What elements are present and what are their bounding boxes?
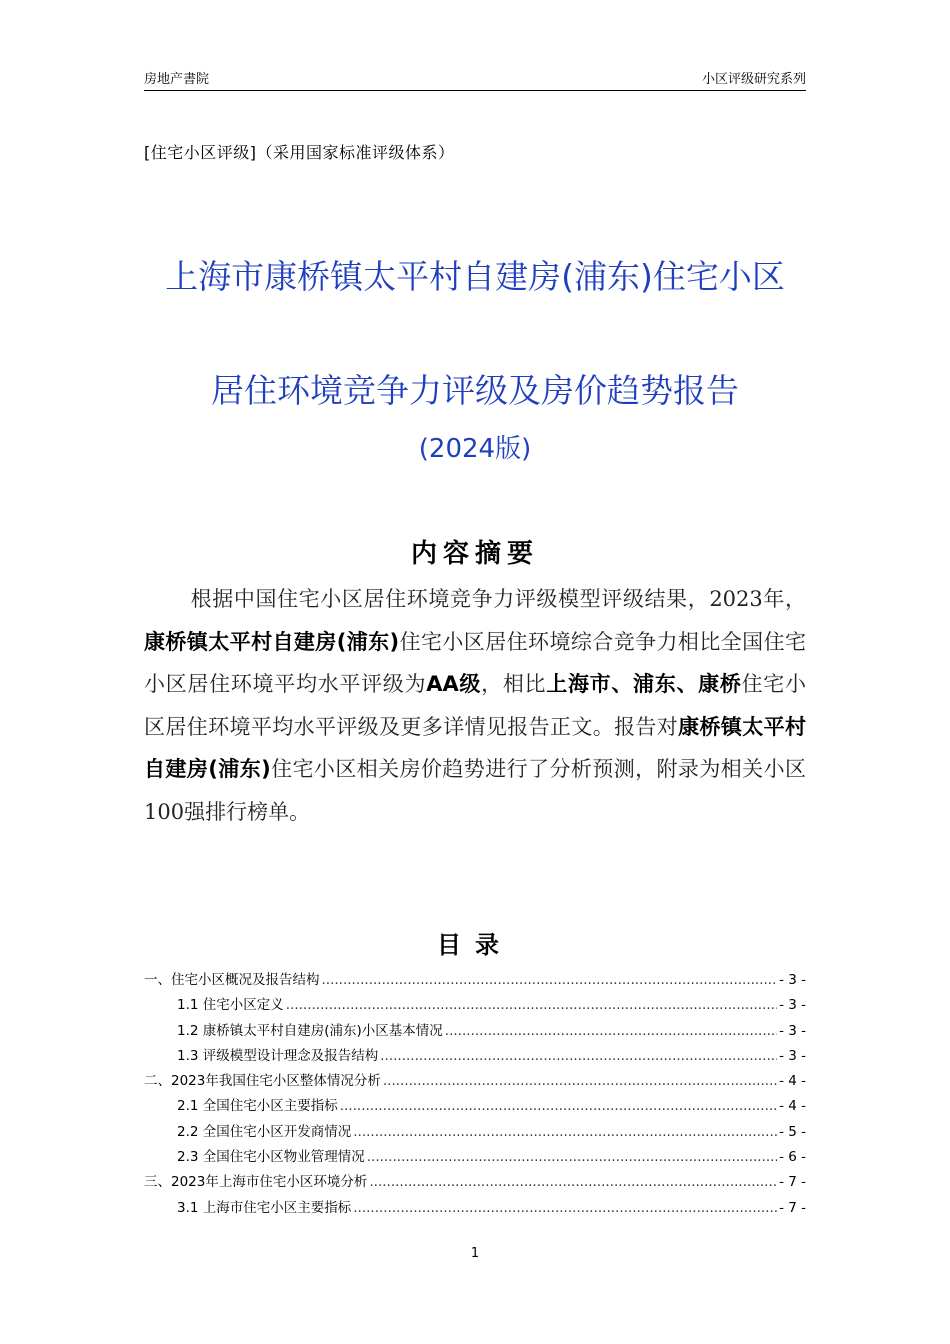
abstract-text-1: 根据中国住宅小区居住环境竞争力评级模型评级结果，2023年， bbox=[190, 587, 806, 611]
toc-item[interactable] bbox=[144, 1170, 806, 1195]
toc-item-page: - 7 - bbox=[779, 1174, 806, 1191]
toc-item-page: - 3 - bbox=[779, 1022, 806, 1039]
toc-item-page: - 4 - bbox=[779, 1073, 806, 1090]
toc-item[interactable] bbox=[144, 1145, 806, 1170]
toc-item[interactable] bbox=[144, 1019, 806, 1044]
toc-item[interactable] bbox=[144, 1069, 806, 1094]
toc-heading: 目录 bbox=[437, 931, 513, 959]
abstract-text-5: 住宅小区相关房价趋势进行了分析预测，附录为相关小区100强排行榜单。 bbox=[144, 757, 806, 824]
toc-leader bbox=[380, 1048, 777, 1064]
report-title-edition: (2024版) bbox=[418, 434, 532, 464]
toc-leader bbox=[369, 1174, 777, 1190]
header-series: 小区评级研究系列 bbox=[701, 72, 806, 87]
toc-item[interactable] bbox=[144, 993, 806, 1018]
toc-item-page: - 3 - bbox=[779, 1047, 806, 1064]
toc-item-label: 三、2023年上海市住宅小区环境分析 bbox=[144, 1174, 368, 1191]
toc-item-page: - 4 - bbox=[779, 1098, 806, 1115]
toc-leader bbox=[286, 997, 777, 1013]
toc-item-label: 3.1 上海市住宅小区主要指标 bbox=[177, 1199, 352, 1216]
page-header bbox=[144, 66, 806, 91]
toc-item-page: - 7 - bbox=[779, 1199, 806, 1216]
report-tag: [住宅小区评级]（采用国家标准评级体系） bbox=[144, 143, 455, 162]
table-of-contents bbox=[144, 968, 806, 1221]
toc-item-label: 2.1 全国住宅小区主要指标 bbox=[177, 1098, 338, 1115]
toc-leader bbox=[383, 1073, 777, 1089]
toc-leader bbox=[367, 1149, 777, 1165]
toc-item-label: 2.2 全国住宅小区开发商情况 bbox=[177, 1123, 352, 1140]
toc-item-page: - 5 - bbox=[779, 1123, 806, 1140]
abstract-highlight-regions: 上海市、浦东、康桥 bbox=[546, 672, 742, 696]
toc-item-page: - 3 - bbox=[779, 997, 806, 1014]
toc-item-label: 二、2023年我国住宅小区整体情况分析 bbox=[144, 1073, 381, 1090]
abstract-text-2: 住宅小区居住环境综合竞争力相比全国住宅小区居住环境平均水平评级为 bbox=[144, 629, 806, 696]
toc-item[interactable] bbox=[144, 968, 806, 993]
toc-item[interactable] bbox=[144, 1196, 806, 1221]
toc-item[interactable] bbox=[144, 1094, 806, 1119]
toc-leader bbox=[445, 1023, 777, 1039]
abstract-body bbox=[144, 578, 806, 833]
abstract-text-4: 住宅小区居住环境平均水平评级及更多详情见报告正文。报告对 bbox=[144, 672, 807, 739]
toc-leader bbox=[353, 1124, 777, 1140]
page-number: 1 bbox=[470, 1246, 480, 1261]
toc-item-page: - 3 - bbox=[779, 972, 806, 988]
header-publisher: 房地产書院 bbox=[144, 72, 210, 87]
toc-item-label: 1.2 康桥镇太平村自建房(浦东)小区基本情况 bbox=[177, 1022, 443, 1039]
report-title-line1: 上海市康桥镇太平村自建房(浦东)住宅小区 bbox=[165, 257, 785, 296]
toc-item-page: - 6 - bbox=[779, 1149, 806, 1166]
abstract-highlight-1: 康桥镇太平村自建房(浦东) bbox=[144, 629, 400, 654]
abstract-heading: 内容摘要 bbox=[410, 539, 539, 569]
toc-leader bbox=[322, 972, 778, 988]
toc-item-label: 一、住宅小区概况及报告结构 bbox=[144, 972, 320, 988]
toc-item-label: 1.1 住宅小区定义 bbox=[177, 997, 284, 1014]
abstract-text-3: ，相比 bbox=[481, 672, 547, 696]
abstract-rating: AA级 bbox=[426, 672, 482, 696]
toc-item[interactable] bbox=[144, 1044, 806, 1069]
toc-leader bbox=[340, 1098, 777, 1114]
abstract-highlight-2: 康桥镇太平村自建房(浦东) bbox=[144, 714, 807, 781]
toc-item-label: 2.3 全国住宅小区物业管理情况 bbox=[177, 1149, 365, 1166]
report-title-line2: 居住环境竞争力评级及房价趋势报告 bbox=[211, 371, 739, 410]
toc-item[interactable] bbox=[144, 1120, 806, 1145]
toc-item-label: 1.3 评级模型设计理念及报告结构 bbox=[177, 1047, 379, 1064]
toc-leader bbox=[353, 1200, 777, 1216]
